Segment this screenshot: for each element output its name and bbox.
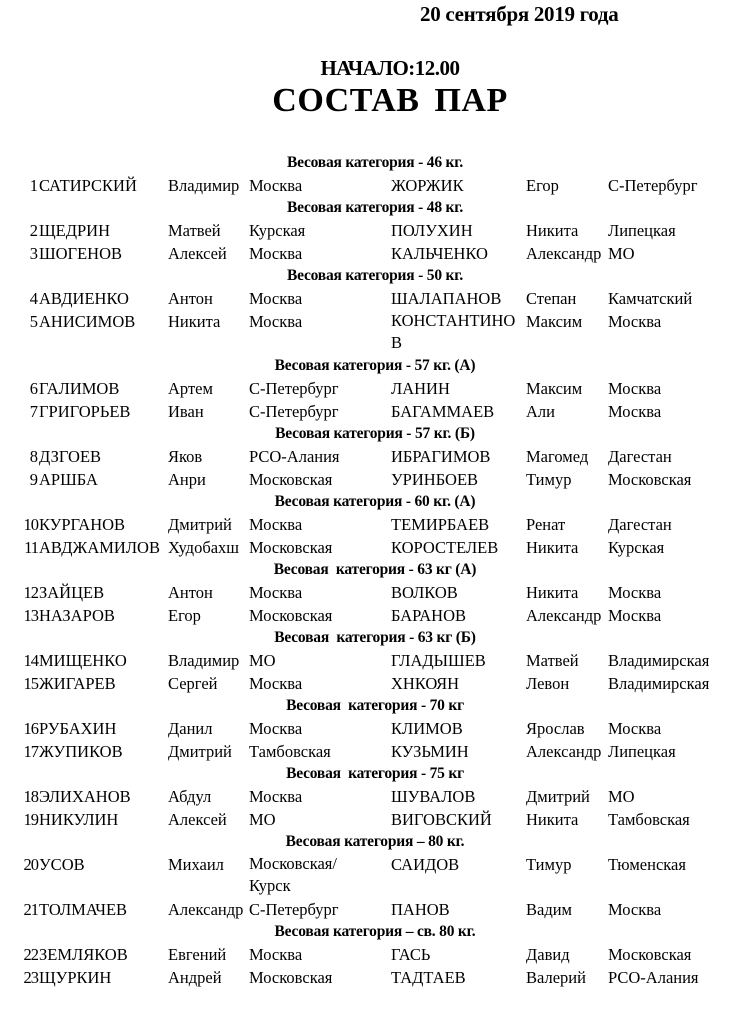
- pair-row: [0, 898, 750, 921]
- athlete1-first-name: Дмитрий: [168, 742, 232, 761]
- athlete2-last-name: ТАДТАЕВ: [391, 968, 466, 987]
- athlete1-last-name: НИКУЛИН: [39, 810, 119, 829]
- athlete2-region: С-Петербург: [608, 176, 698, 195]
- pair-number: 18: [23, 787, 38, 806]
- weight-category-header: Весовая категория - 70 кг: [286, 697, 464, 714]
- athlete2-first-name: Максим: [526, 312, 583, 331]
- weight-category-header: Весовая категория – 80 кг.: [285, 833, 465, 850]
- athlete1-region: Москва: [249, 176, 303, 195]
- athlete1-first-name: Артем: [168, 379, 213, 398]
- athlete2-last-name: ПАНОВ: [391, 900, 450, 919]
- athlete1-region: Тамбовская: [249, 742, 331, 761]
- athlete1-first-name: Антон: [168, 289, 213, 308]
- athlete1-first-name: Дмитрий: [168, 515, 232, 534]
- athlete2-first-name: Ярослав: [526, 719, 585, 738]
- athlete1-region: Москва: [249, 244, 303, 263]
- start-time: НАЧАЛО:12.00: [320, 56, 460, 80]
- athlete1-first-name: Александр: [168, 900, 244, 919]
- athlete2-first-name: Вадим: [526, 900, 572, 919]
- weight-category-header: Весовая категория - 48 кг.: [286, 199, 464, 216]
- weight-category-header: Весовая категория – св. 80 кг.: [274, 923, 476, 940]
- weight-category-header: Весовая категория - 75 кг: [286, 765, 464, 782]
- pair-row: [0, 242, 750, 265]
- athlete1-first-name: Владимир: [168, 176, 240, 195]
- pair-row: [0, 287, 750, 310]
- athlete1-last-name: ШОГЕНОВ: [39, 244, 123, 263]
- athlete2-first-name: Никита: [526, 583, 579, 602]
- pair-row: [0, 966, 750, 989]
- athlete2-region: Москва: [608, 402, 662, 421]
- athlete2-first-name: Ренат: [526, 515, 566, 534]
- athlete1-first-name: Сергей: [168, 674, 218, 693]
- pair-number: 23: [23, 968, 38, 987]
- pair-number: 14: [23, 651, 38, 670]
- pair-row: [0, 740, 750, 763]
- pair-number: 7: [29, 402, 38, 421]
- athlete2-last-name: ГАСЬ: [391, 945, 431, 964]
- athlete1-last-name: САТИРСКИЙ: [39, 176, 137, 195]
- athlete2-region: Москва: [608, 583, 662, 602]
- athlete2-last-name: ВОЛКОВ: [391, 583, 458, 602]
- athlete1-last-name: ЩЕДРИН: [39, 221, 110, 240]
- athlete2-last-name: БАГАММАЕВ: [391, 402, 495, 421]
- athlete2-region: МО: [608, 787, 635, 806]
- athlete1-region: Москва: [249, 583, 303, 602]
- pair-row: [0, 400, 750, 423]
- athlete1-first-name: Алексей: [168, 810, 227, 829]
- pair-number: 16: [23, 719, 38, 738]
- athlete2-region: Московская: [608, 945, 692, 964]
- athlete1-last-name: МИЩЕНКО: [39, 651, 127, 670]
- athlete2-last-name: ХНКОЯН: [391, 674, 460, 693]
- weight-category-header: Весовая категория - 63 кг (Б): [274, 629, 476, 646]
- athlete1-last-name: ЖИГАРЕВ: [39, 674, 116, 693]
- weight-category-header: Весовая категория - 46 кг.: [286, 154, 464, 171]
- athlete2-last-name: КАЛЬЧЕНКО: [391, 244, 488, 263]
- athlete2-first-name: Никита: [526, 221, 579, 240]
- athlete1-region: МО: [249, 810, 276, 829]
- pair-row: [0, 943, 750, 966]
- athlete2-last-name: ПОЛУХИН: [391, 221, 473, 240]
- athlete2-first-name: Александр: [526, 742, 602, 761]
- athlete2-last-name: ЛАНИН: [391, 379, 450, 398]
- athlete1-last-name: ЗАЙЦЕВ: [39, 583, 105, 602]
- athlete1-region: Московская: [249, 606, 333, 625]
- athlete1-last-name: РУБАХИН: [39, 719, 117, 738]
- page-title: СОСТАВ ПАР: [272, 82, 508, 119]
- athlete2-first-name: Никита: [526, 810, 579, 829]
- athlete2-region: Липецкая: [608, 221, 676, 240]
- athlete2-region: Москва: [608, 379, 662, 398]
- weight-category-header: Весовая категория - 57 кг. (Б): [275, 425, 475, 442]
- athlete2-last-name: САИДОВ: [391, 855, 460, 874]
- athlete1-first-name: Алексей: [168, 244, 227, 263]
- athlete2-region: МО: [608, 244, 635, 263]
- athlete1-last-name: КУРГАНОВ: [39, 515, 126, 534]
- athlete2-region: Камчатский: [608, 289, 693, 308]
- pair-row: [0, 853, 750, 898]
- athlete1-last-name: ЭЛИХАНОВ: [39, 787, 131, 806]
- athlete1-region: Москва: [249, 674, 303, 693]
- athlete2-region: РСО-Алания: [608, 968, 699, 987]
- athlete1-last-name: ГАЛИМОВ: [39, 379, 120, 398]
- athlete1-region: С-Петербург: [249, 379, 339, 398]
- pair-row: [0, 377, 750, 400]
- athlete2-region: Тамбовская: [608, 810, 690, 829]
- athlete1-first-name: Матвей: [168, 221, 221, 240]
- weight-category-header: Весовая категория - 60 кг. (А): [274, 493, 476, 510]
- athlete2-first-name: Левон: [526, 674, 570, 693]
- athlete2-first-name: Матвей: [526, 651, 579, 670]
- pair-number: 3: [29, 244, 38, 263]
- pair-number: 2: [29, 221, 38, 240]
- athlete2-region: Дагестан: [608, 447, 672, 466]
- athlete2-region: Тюменская: [608, 855, 686, 874]
- pair-row: [0, 536, 750, 559]
- athlete1-last-name: АНИСИМОВ: [39, 312, 136, 331]
- pair-number: 5: [29, 312, 38, 331]
- athlete1-region: Московская: [249, 538, 333, 557]
- athlete2-last-name: ГЛАДЫШЕВ: [391, 651, 486, 670]
- athlete1-last-name: ТОЛМАЧЕВ: [39, 900, 128, 919]
- athlete1-first-name: Данил: [168, 719, 213, 738]
- athlete2-first-name: Давид: [526, 945, 570, 964]
- athlete1-last-name: ЩУРКИН: [39, 968, 112, 987]
- athlete1-region: Москва: [249, 312, 303, 331]
- athlete1-first-name: Абдул: [168, 787, 212, 806]
- athlete1-first-name: Никита: [168, 312, 221, 331]
- athlete2-last-name: БАРАНОВ: [391, 606, 466, 625]
- athlete2-first-name: Тимур: [526, 855, 572, 874]
- athlete1-last-name: ГРИГОРЬЕВ: [39, 402, 131, 421]
- pair-number: 8: [29, 447, 38, 466]
- pair-row: [0, 468, 750, 491]
- athlete2-first-name: Егор: [526, 176, 559, 195]
- athlete2-last-name: КОНСТАНТИНОВ: [391, 311, 516, 352]
- athlete2-last-name: ИБРАГИМОВ: [391, 447, 491, 466]
- pair-number: 19: [23, 810, 38, 829]
- athlete2-region: Дагестан: [608, 515, 672, 534]
- athlete1-region: РСО-Алания: [249, 447, 340, 466]
- athlete1-first-name: Худобахш: [168, 538, 239, 557]
- pair-row: [0, 672, 750, 695]
- athlete2-region: Липецкая: [608, 742, 676, 761]
- pair-row: [0, 310, 750, 355]
- athlete1-last-name: ЗЕМЛЯКОВ: [39, 945, 128, 964]
- athlete1-first-name: Михаил: [168, 855, 224, 874]
- athlete2-region: Владимирская: [608, 651, 710, 670]
- athlete1-region: МО: [249, 651, 276, 670]
- athlete2-first-name: Али: [526, 402, 555, 421]
- pair-row: [0, 445, 750, 468]
- athlete2-last-name: ШАЛАПАНОВ: [391, 289, 502, 308]
- athlete1-region: С-Петербург: [249, 900, 339, 919]
- athlete1-first-name: Анри: [168, 470, 206, 489]
- pair-number: 11: [24, 538, 38, 557]
- pair-number: 10: [23, 515, 38, 534]
- athlete2-first-name: Александр: [526, 606, 602, 625]
- athlete1-last-name: ЖУПИКОВ: [39, 742, 123, 761]
- athlete2-first-name: Максим: [526, 379, 583, 398]
- athlete2-first-name: Никита: [526, 538, 579, 557]
- athlete1-region: Московская: [249, 968, 333, 987]
- athlete2-first-name: Александр: [526, 244, 602, 263]
- athlete2-first-name: Дмитрий: [526, 787, 590, 806]
- pair-number: 21: [23, 900, 38, 919]
- pair-row: [0, 808, 750, 831]
- athlete1-last-name: ДЗГОЕВ: [39, 447, 102, 466]
- athlete1-first-name: Яков: [168, 447, 203, 466]
- athlete2-last-name: ВИГОВСКИЙ: [391, 810, 492, 829]
- pair-row: [0, 174, 750, 197]
- athlete2-region: Москва: [608, 312, 662, 331]
- pair-number: 20: [23, 855, 38, 874]
- athlete2-last-name: КОРОСТЕЛЕВ: [391, 538, 499, 557]
- pair-number: 1: [29, 176, 38, 195]
- pair-row: [0, 717, 750, 740]
- athlete1-last-name: АВДЖАМИЛОВ: [39, 538, 160, 557]
- pair-number: 13: [23, 606, 38, 625]
- pair-number: 22: [23, 945, 38, 964]
- weight-category-header: Весовая категория - 57 кг. (А): [274, 357, 476, 374]
- athlete1-first-name: Егор: [168, 606, 201, 625]
- athlete2-region: Москва: [608, 606, 662, 625]
- athlete2-last-name: УРИНБОЕВ: [391, 470, 479, 489]
- athlete2-region: Московская: [608, 470, 692, 489]
- athlete1-last-name: НАЗАРОВ: [39, 606, 115, 625]
- athlete1-region: Москва: [249, 289, 303, 308]
- athlete2-last-name: КЛИМОВ: [391, 719, 463, 738]
- athlete2-first-name: Магомед: [526, 447, 589, 466]
- athlete1-first-name: Евгений: [168, 945, 227, 964]
- pair-number: 12: [23, 583, 38, 602]
- pair-number: 6: [29, 379, 38, 398]
- athlete1-region: Московская/ Курск: [249, 854, 337, 895]
- pair-row: [0, 649, 750, 672]
- athlete2-last-name: ЖОРЖИК: [391, 176, 464, 195]
- athlete2-first-name: Тимур: [526, 470, 572, 489]
- athlete2-first-name: Валерий: [526, 968, 586, 987]
- athlete1-last-name: УСОВ: [39, 855, 85, 874]
- athlete1-first-name: Антон: [168, 583, 213, 602]
- athlete2-region: Москва: [608, 719, 662, 738]
- pair-row: [0, 604, 750, 627]
- athlete1-first-name: Иван: [168, 402, 204, 421]
- pair-row: [0, 219, 750, 242]
- pair-row: [0, 513, 750, 536]
- date-line: 20 сентября 2019 года: [420, 2, 619, 26]
- athlete1-first-name: Владимир: [168, 651, 240, 670]
- athlete1-region: С-Петербург: [249, 402, 339, 421]
- athlete1-region: Москва: [249, 787, 303, 806]
- pair-row: [0, 581, 750, 604]
- athlete1-region: Курская: [249, 221, 306, 240]
- athlete1-region: Московская: [249, 470, 333, 489]
- athlete2-last-name: ТЕМИРБАЕВ: [391, 515, 490, 534]
- athlete1-last-name: АРШБА: [39, 470, 98, 489]
- pair-number: 17: [23, 742, 38, 761]
- athlete2-region: Владимирская: [608, 674, 710, 693]
- athlete2-last-name: КУЗЬМИН: [391, 742, 469, 761]
- weight-category-header: Весовая категория - 50 кг.: [286, 267, 464, 284]
- pairs-list: [0, 152, 750, 989]
- athlete2-region: Москва: [608, 900, 662, 919]
- athlete2-region: Курская: [608, 538, 665, 557]
- athlete1-last-name: АВДИЕНКО: [39, 289, 129, 308]
- athlete2-last-name: ШУВАЛОВ: [391, 787, 476, 806]
- athlete1-region: Москва: [249, 945, 303, 964]
- pair-number: 15: [23, 674, 38, 693]
- athlete1-region: Москва: [249, 515, 303, 534]
- pair-row: [0, 785, 750, 808]
- pair-number: 9: [29, 470, 38, 489]
- athlete1-region: Москва: [249, 719, 303, 738]
- pair-number: 4: [29, 289, 38, 308]
- athlete1-first-name: Андрей: [168, 968, 222, 987]
- weight-category-header: Весовая категория - 63 кг (А): [273, 561, 477, 578]
- athlete2-first-name: Степан: [526, 289, 577, 308]
